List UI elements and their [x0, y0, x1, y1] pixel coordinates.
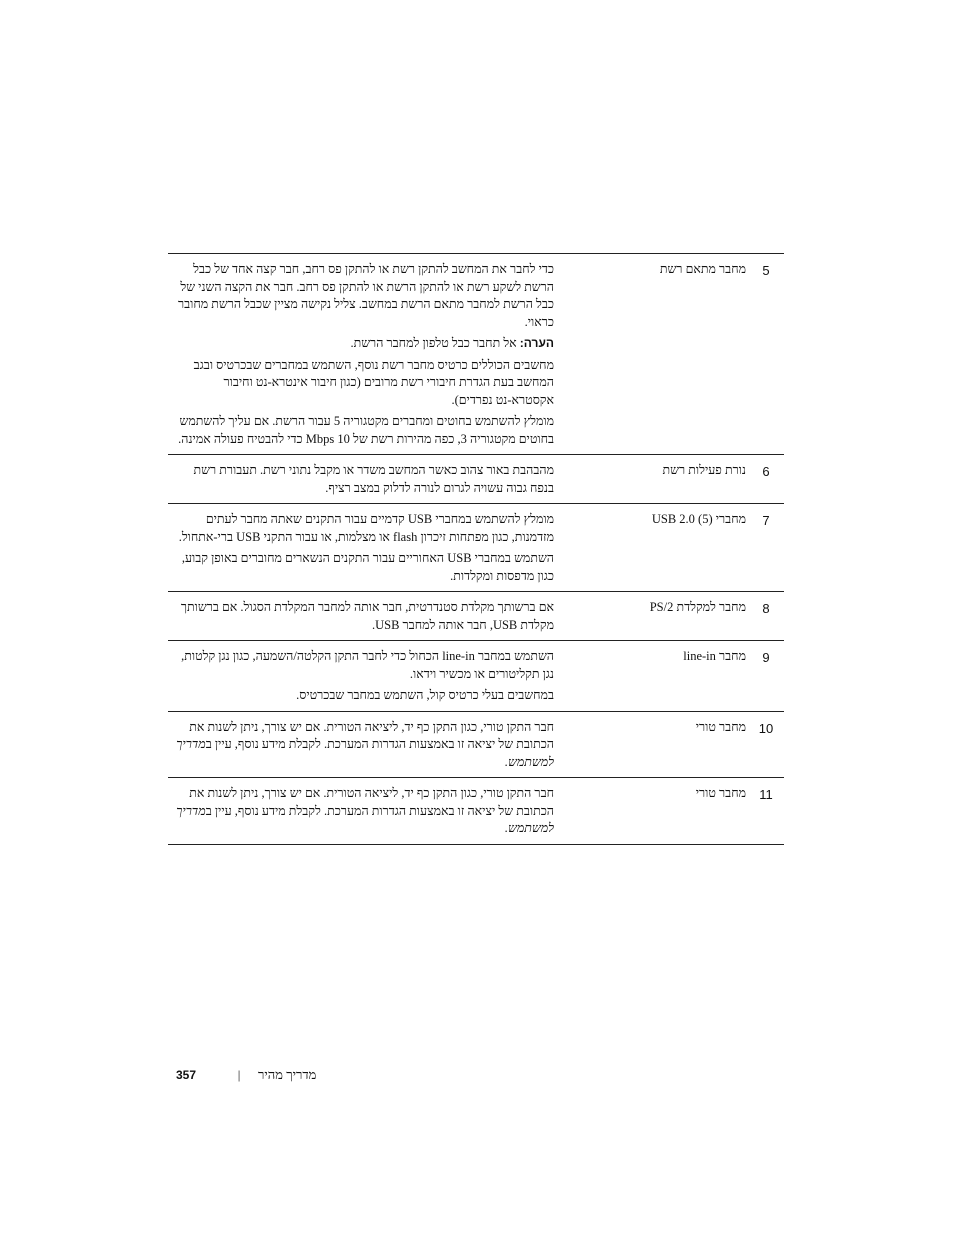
- description-paragraph: [174, 785, 554, 838]
- row-number: 10: [758, 720, 774, 736]
- table-row: [168, 777, 784, 844]
- connector-name: מחבר line-in: [683, 649, 746, 663]
- table-row: [168, 454, 784, 503]
- connector-name: מחבר טורי: [695, 719, 746, 734]
- table-row: [168, 711, 784, 778]
- manual-reference: מדריך למשתמש.: [176, 803, 554, 835]
- description-text: חבר התקן טורי, כגון התקן כף יד, ליציאה הטורית. אם יש צורך, ניתן לשנות את הכתובת של יציאה זו באמצעות הגדרות המערכת. לקבלת מידע נוסף, עיין ב: [189, 786, 554, 818]
- manual-reference: מדריך למשתמש.: [176, 737, 554, 769]
- description-paragraph: אם ברשותך מקלדת סטנדרטית, חבר אותה למחבר המקלדת הסגול. אם ברשותך מקלדת USB, חבר אותה למחבר USB.: [180, 600, 554, 632]
- table-row: [168, 591, 784, 640]
- row-number: 9: [762, 650, 770, 665]
- description-paragraph: כדי לחבר את המחשב להתקן רשת או להתקן פס רחב, חבר קצה אחד של כבל הרשת לשקע רשת או להתקן הרשת או להתקן פס רחב. חבר את הקצה השני של כבל הרשת למחבר מתאם הרשת במחשב. צליל נקישה מציין שכבל הרשת מחובר כראוי.: [177, 262, 554, 329]
- description-text: חבר התקן טורי, כגון התקן כף יד, ליציאה הטורית. אם יש צורך, ניתן לשנות את הכתובת של יציאה זו באמצעות הגדרות המערכת. לקבלת מידע נוסף, עיין ב: [189, 719, 554, 751]
- connector-name: מחבר למקלדת PS/2: [649, 600, 746, 614]
- footer-title: מדריך מהיר: [258, 1067, 317, 1082]
- connector-name: מחבר מתאם רשת: [659, 262, 746, 276]
- connector-description: [168, 715, 570, 775]
- connector-description: [168, 781, 570, 841]
- page-footer: [160, 1066, 350, 1084]
- table-row: [168, 254, 784, 454]
- connector-name: נורת פעילות רשת: [662, 463, 746, 477]
- description-paragraph: מומלץ להשתמש במחברי USB קדמיים עבור התקנים שאתה מחבר לעתים מזדמנות, כגון מפתחות זיכרון flash או מצלמות, או עבור התקני USB ברי-אתחול.: [178, 512, 554, 544]
- connector-name: מחבר טורי: [695, 786, 746, 800]
- description-paragraph: מהבהבת באור צהוב כאשר המחשב משדר או מקבל נתוני רשת. תעבורת רשת בנפח גבוה עשויה לגרום לנורה לדלוק במצב רציף.: [193, 463, 554, 495]
- page-number: 357: [176, 1068, 197, 1082]
- row-number: 11: [759, 787, 773, 802]
- connector-description: [168, 507, 570, 588]
- connector-description: [168, 257, 570, 451]
- note: [174, 335, 554, 353]
- row-number: 6: [762, 464, 770, 479]
- connector-name: מחברי USB 2.0 (5): [651, 512, 746, 526]
- table-row: [168, 640, 784, 711]
- row-number: 7: [762, 513, 770, 528]
- footer-separator: |: [237, 1067, 241, 1082]
- note-label: הערה:: [519, 336, 554, 350]
- row-number: 8: [762, 601, 770, 616]
- description-paragraph: השתמש במחבר line-in הכחול כדי לחבר התקן הקלטה/השמעה, כגון נגן קלטות, נגן תקליטורים או מכשיר וידאו.: [181, 649, 554, 681]
- description-paragraph: מחשבים הכוללים כרטיס מחבר רשת נוסף, השתמש במחברים שבכרטיס ובגב המחשב בעת הגדרת חיבורי רשת מרובים (כגון חיבור אינטרא-נט וחיבור אקסטרא-נט נפרדים).: [193, 357, 554, 407]
- description-paragraph: מומלץ להשתמש בחוטים ומחברים מקטגוריה 5 עבור הרשת. אם עליך להשתמש בחוטים מקטגוריה 3, כפה מהירות רשת של 10 Mbps כדי להבטיח פעולה אמינה.: [178, 414, 554, 446]
- row-number: 5: [762, 263, 770, 278]
- table-row: [168, 503, 784, 591]
- description-paragraph: השתמש במחברי USB האחוריים עבור התקנים הנשארים מחוברים באופן קבוע, כגון מדפסות ומקלדות.: [181, 551, 554, 583]
- connector-description: [168, 644, 570, 708]
- connector-description: [168, 458, 570, 500]
- note-text: אל תחבר כבל טלפון למחבר הרשת.: [350, 336, 517, 350]
- connector-table: [168, 253, 784, 845]
- description-paragraph: [174, 719, 554, 772]
- connector-description: [168, 595, 570, 637]
- description-paragraph: במחשבים בעלי כרטיס קול, השתמש במחבר שבכרטיס.: [296, 688, 554, 702]
